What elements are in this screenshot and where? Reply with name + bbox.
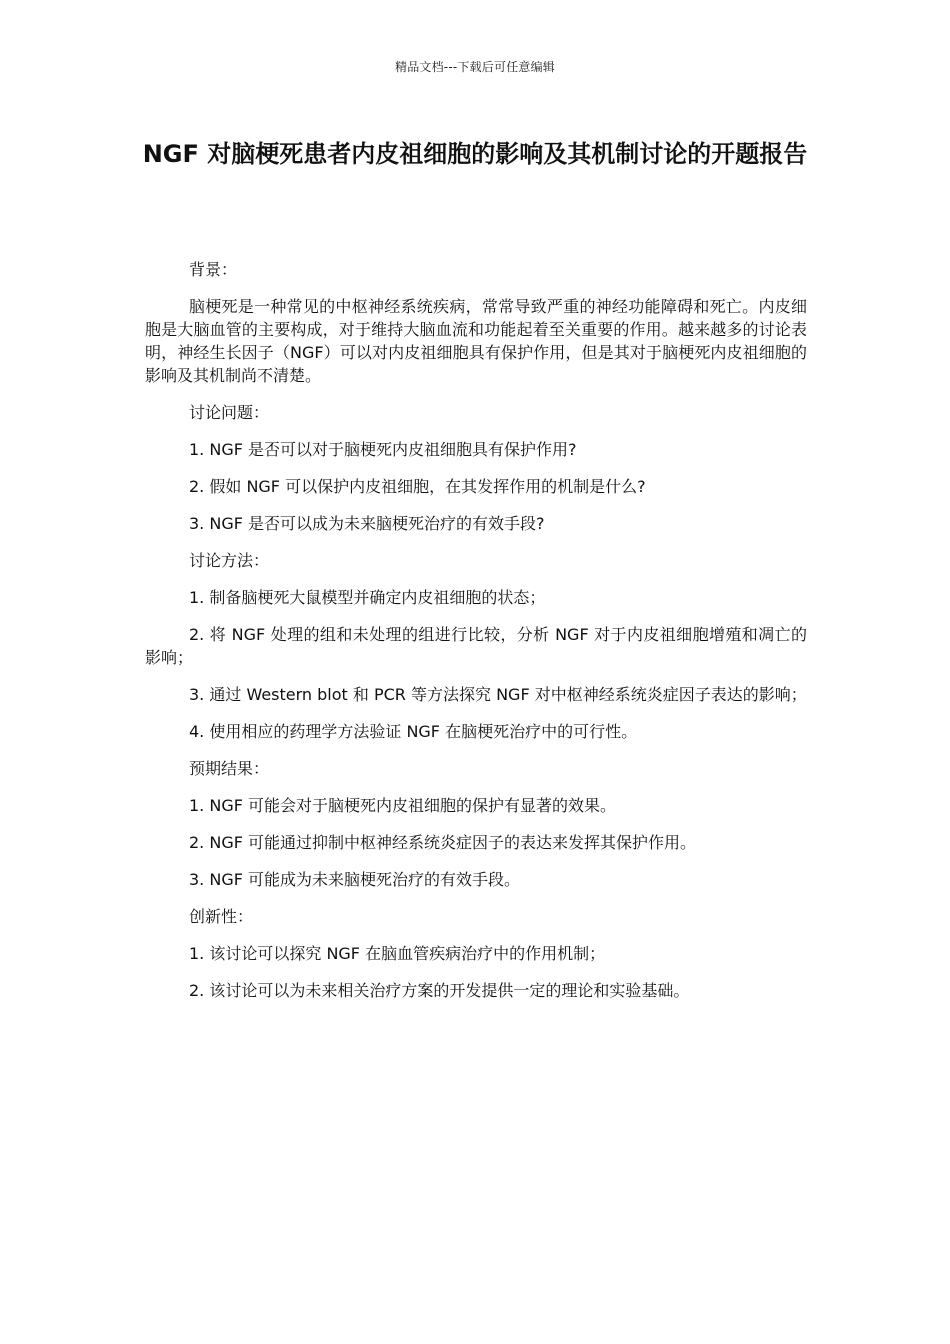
section-heading-background: 背景： — [189, 260, 238, 279]
section-heading-innovation: 创新性： — [189, 907, 254, 926]
method-item: 2. 将 NGF 处理的组和未处理的组进行比较，分析 NGF 对于内皮祖细胞增殖和凋亡的影响； — [145, 625, 807, 667]
question-item: 2. 假如 NGF 可以保护内皮祖细胞，在其发挥作用的机制是什么? — [189, 477, 646, 496]
method-item: 3. 通过 Western blot 和 PCR 等方法探究 NGF 对中枢神经系统炎症因子表达的影响； — [189, 685, 807, 704]
method-item: 4. 使用相应的药理学方法验证 NGF 在脑梗死治疗中的可行性。 — [189, 722, 638, 741]
section-heading-expected-results: 预期结果： — [189, 759, 270, 778]
result-item: 3. NGF 可能成为未来脑梗死治疗的有效手段。 — [189, 870, 521, 889]
header-note: 精品文档---下载后可任意编辑 — [395, 60, 555, 74]
background-paragraph: 脑梗死是一种常见的中枢神经系统疾病，常常导致严重的神经功能障碍和死亡。内皮细胞是大脑血管的主要构成，对于维持大脑血流和功能起着至关重要的作用。越来越多的讨论表明，神经生长因子（NGF）可以对内皮祖细胞具有保护作用，但是其对于脑梗死内皮祖细胞的影响及其机制尚不清楚。 — [145, 297, 807, 385]
document-title: NGF 对脑梗死患者内皮祖细胞的影响及其机制讨论的开题报告 — [142, 140, 808, 168]
method-item: 1. 制备脑梗死大鼠模型并确定内皮祖细胞的状态； — [189, 588, 546, 607]
question-item: 1. NGF 是否可以对于脑梗死内皮祖细胞具有保护作用? — [189, 440, 577, 459]
innovation-item: 1. 该讨论可以探究 NGF 在脑血管疾病治疗中的作用机制； — [189, 944, 606, 963]
section-heading-methods: 讨论方法： — [189, 551, 270, 570]
document-body — [145, 258, 807, 1016]
section-heading-questions: 讨论问题： — [189, 403, 270, 422]
result-item: 2. NGF 可能通过抑制中枢神经系统炎症因子的表达来发挥其保护作用。 — [189, 833, 697, 852]
question-item: 3. NGF 是否可以成为未来脑梗死治疗的有效手段? — [189, 514, 545, 533]
innovation-item: 2. 该讨论可以为未来相关治疗方案的开发提供一定的理论和实验基础。 — [189, 981, 690, 1000]
result-item: 1. NGF 可能会对于脑梗死内皮祖细胞的保护有显著的效果。 — [189, 796, 617, 815]
